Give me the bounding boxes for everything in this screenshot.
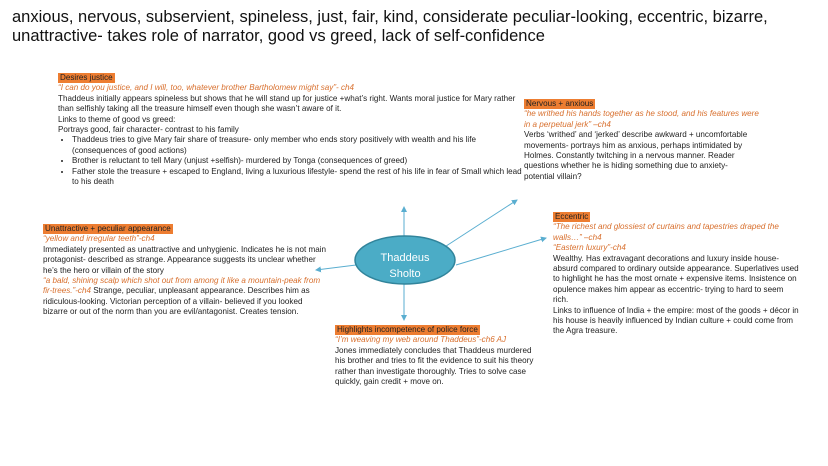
eccentric-link-text: most of the goods + décor in his house is heavily influenced by Indian culture + could come from the Agra treasure. bbox=[553, 305, 799, 336]
nervous-text: Verbs ‘writhed’ and ‘jerked’ describe awkward + uncomfortable movements- portrays him as anxious, perhaps intimidated by Holmes. Constantly twitching in a nervous manner. Reader questions whether he is hiding something due to anxiety- potential villain? bbox=[524, 130, 748, 181]
police-title: Highlights incompetence of police force bbox=[337, 325, 478, 334]
justice-bullet: • Brother is reluctant to tell Mary (unjust +selfish)- murdered by Tonga (consequences of greed) bbox=[72, 156, 522, 166]
eccentric-box bbox=[553, 212, 799, 337]
center-name-first: Thaddeus bbox=[380, 252, 430, 264]
eccentric-quote-1: “The richest and glossiest of curtains and tapestries draped the walls…” –ch4 bbox=[553, 222, 779, 242]
arrow-to-eccentric bbox=[456, 238, 546, 265]
police-quote: “I’m weaving my web around Thaddeus”-ch6 AJ bbox=[335, 335, 507, 345]
justice-link-title: Links to theme of good vs greed: bbox=[58, 114, 176, 124]
justice-bullet: • Thaddeus tries to give Mary fair share of treasure- only member who ends story positively with wealth and his life (consequences of good actions) bbox=[72, 135, 522, 156]
justice-bullets bbox=[58, 135, 522, 187]
justice-bullet: • Father stole the treasure + escaped to England, living a luxurious lifestyle- spend the rest of his life in fear of Small which lead to his death bbox=[72, 167, 522, 188]
justice-title: Desires justice bbox=[60, 73, 113, 82]
eccentric-title: Eccentric bbox=[555, 212, 589, 221]
unattractive-title: Unattractive + peculiar appearance bbox=[45, 224, 171, 233]
nervous-title: Nervous + anxious bbox=[526, 99, 594, 108]
nervous-quote: “he writhed his hands together as he stood, and his features were in a perpetual jerk” –ch4 bbox=[524, 109, 759, 129]
justice-quote: “I can do you justice, and I will, too, whatever brother Bartholomew might say”- ch4 bbox=[58, 83, 355, 93]
eccentric-text: Wealthy. Has extravagant decorations and luxury inside house- absurd compared to ordinary outside appearance. Superlatives used to highlight he has the most ornate + expensive items. Insistence on opulence makes him appear as eccentric- trying to hard to seem rich. bbox=[553, 253, 799, 305]
unattractive-box bbox=[43, 224, 327, 318]
eccentric-link-title: Links to influence of India + the empire: bbox=[553, 305, 695, 315]
police-box bbox=[335, 325, 535, 387]
eccentric-quote-2: “Eastern luxury”-ch4 bbox=[553, 243, 626, 253]
justice-link-text: Portrays good, fair character- contrast to his family bbox=[58, 125, 239, 135]
unattractive-quote-1: “yellow and irregular teeth”-ch4 bbox=[43, 234, 155, 244]
nervous-box bbox=[524, 99, 760, 182]
unattractive-quote-2: “a bald, shining scalp which shot out from among it like a mountain-peak from fir-trees.”-ch4 bbox=[43, 276, 321, 296]
police-text: Jones immediately concludes that Thaddeus murdered his brother and tries to fit the evidence to suit his theory rather than investigate thoroughly. Tries to solve case quickly, gain credit + move on. bbox=[335, 345, 534, 387]
unattractive-text-2: Strange, peculiar, unpleasant appearance. Describes him as ridiculous-looking. Victorian perception of a villain- believed if you looked bizarre or out of the norm than you are evil/antagonist. Creates tension. bbox=[43, 286, 310, 317]
arrow-to-nervous bbox=[440, 200, 517, 250]
unattractive-text-1: Immediately presented as unattractive and unhygienic. Indicates he is not main protagonist- described as strange. Appearance suggests its unclear whether he’s the hero or villain of the story bbox=[43, 244, 326, 275]
center-node-label bbox=[368, 250, 442, 282]
justice-box bbox=[58, 73, 522, 187]
center-name-last: Sholto bbox=[389, 268, 421, 280]
summary-header: anxious, nervous, subservient, spineless, just, fair, kind, considerate peculiar-looking, eccentric, bizarre, unattractive- takes role of narrator, good vs greed, lack of self-confidence bbox=[12, 8, 768, 45]
justice-text: Thaddeus initially appears spineless but shows that he will stand up for justice +what’s right. Wants moral justice for Mary rather than selfishly taking all the treasure himself even though she wasn’t aware of it. bbox=[58, 93, 516, 114]
